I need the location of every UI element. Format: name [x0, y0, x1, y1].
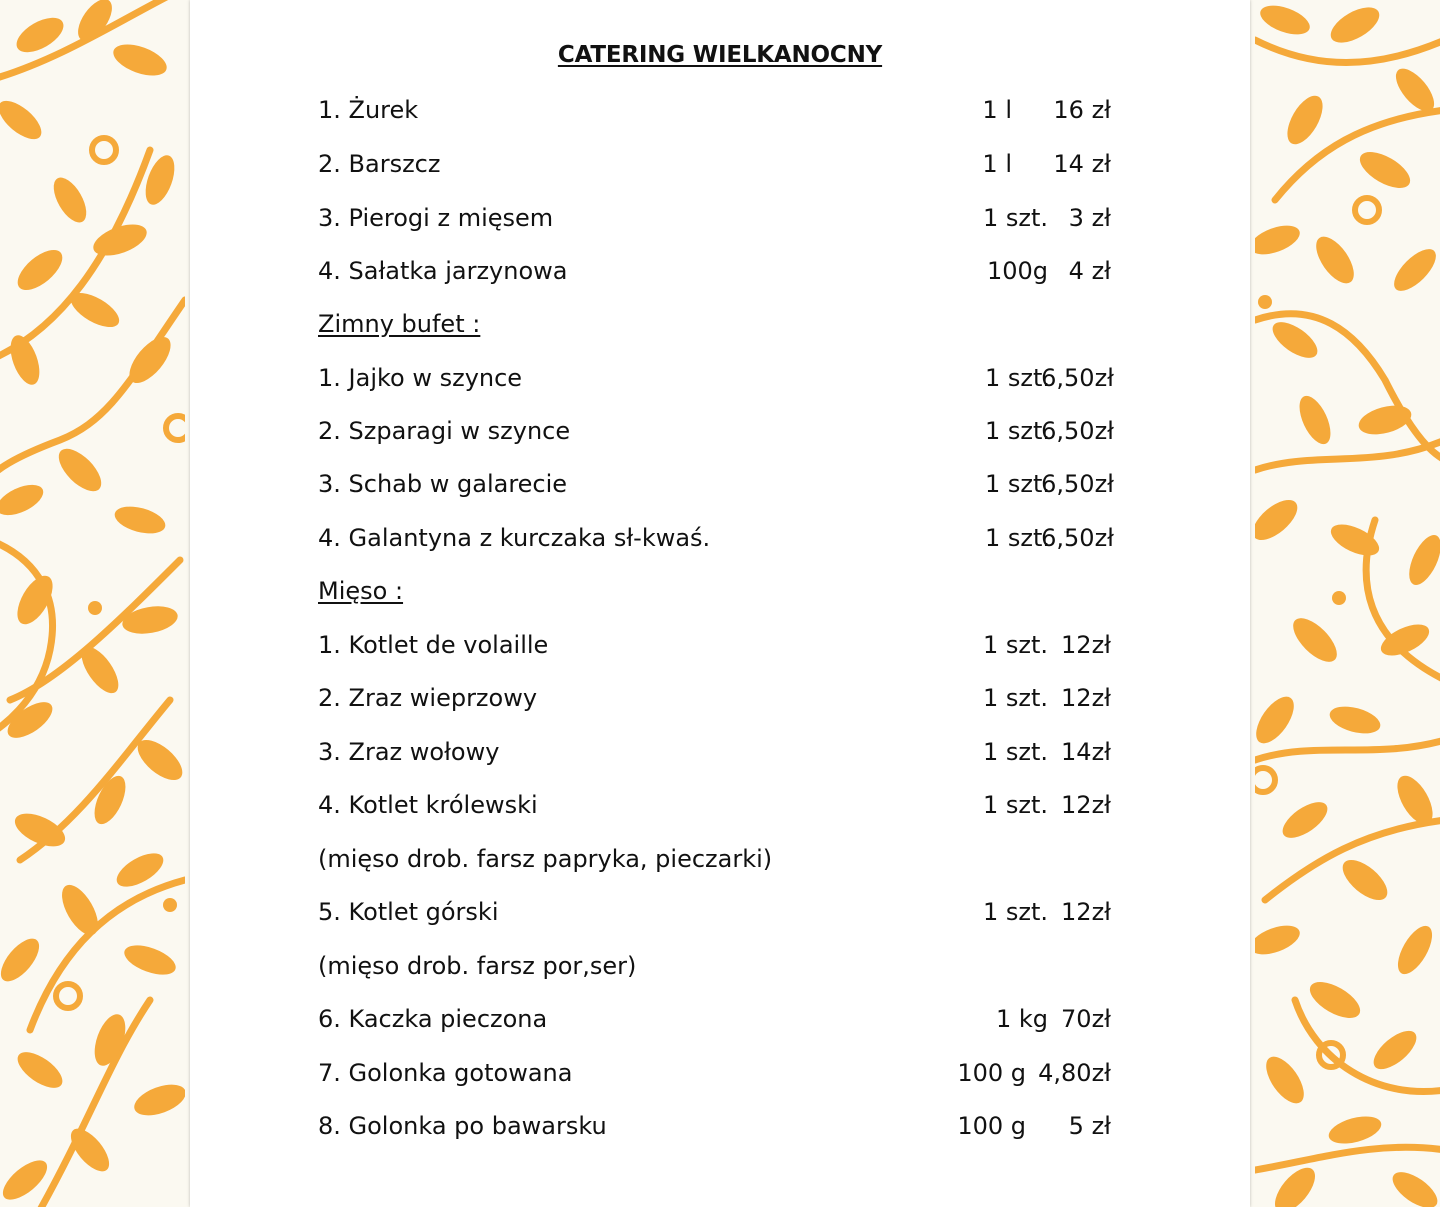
item-price: 14zł — [1061, 738, 1111, 766]
item-price: 6,50zł — [1041, 524, 1114, 552]
item-name: 7. Golonka gotowana — [318, 1059, 573, 1087]
item-price: 6,50zł — [1041, 364, 1114, 392]
menu-item — [190, 631, 1250, 663]
item-quantity: 1 szt. — [984, 417, 1050, 445]
item-name: 2. Zraz wieprzowy — [318, 684, 538, 712]
item-price: 12zł — [1061, 684, 1111, 712]
item-name: 4. Galantyna z kurczaka sł-kwaś. — [318, 524, 711, 552]
item-name: 3. Schab w galarecie — [318, 470, 568, 498]
menu-item — [190, 204, 1250, 236]
menu-item — [190, 470, 1250, 502]
item-quantity: 1 szt. — [984, 470, 1050, 498]
item-quantity: 1 szt. — [982, 791, 1048, 819]
item-quantity: 1 szt. — [982, 898, 1048, 926]
item-note — [190, 845, 1250, 877]
item-name: 2. Szparagi w szynce — [318, 417, 571, 445]
item-price: 14 zł — [1053, 150, 1111, 178]
item-quantity: 1 szt. — [982, 684, 1048, 712]
item-name: 3. Pierogi z mięsem — [318, 204, 554, 232]
item-quantity: 1 szt. — [984, 364, 1050, 392]
item-price: 4,80zł — [1038, 1059, 1111, 1087]
item-name: 6. Kaczka pieczona — [318, 1005, 548, 1033]
menu-item — [190, 684, 1250, 716]
item-price: 16 zł — [1053, 96, 1111, 124]
document-page — [190, 0, 1250, 1207]
item-name: 8. Golonka po bawarsku — [318, 1112, 607, 1140]
item-quantity: 1 szt. — [982, 738, 1048, 766]
menu-item — [190, 150, 1250, 182]
item-name: 3. Zraz wołowy — [318, 738, 500, 766]
item-name: 2. Barszcz — [318, 150, 441, 178]
item-price: 6,50zł — [1041, 470, 1114, 498]
item-quantity: 1 szt. — [982, 204, 1048, 232]
item-quantity: 1 szt. — [982, 631, 1048, 659]
item-price: 4 zł — [1068, 257, 1111, 285]
item-name: 1. Kotlet de volaille — [318, 631, 549, 659]
item-quantity: 1 l — [982, 96, 1012, 124]
section-heading — [190, 577, 1250, 609]
menu-item — [190, 898, 1250, 930]
right-floral-border — [1255, 0, 1440, 1207]
document-title: CATERING WIELKANOCNY — [557, 42, 883, 68]
item-name: 5. Kotlet górski — [318, 898, 499, 926]
item-quantity: 100 g — [957, 1059, 1026, 1087]
item-price: 12zł — [1061, 631, 1111, 659]
item-quantity: 100g — [986, 257, 1048, 285]
item-name: (mięso drob. farsz papryka, pieczarki) — [318, 845, 773, 873]
menu-item — [190, 364, 1250, 396]
menu-item — [190, 1059, 1250, 1091]
item-quantity: 100 g — [957, 1112, 1026, 1140]
item-price: 3 zł — [1068, 204, 1111, 232]
item-price: 12zł — [1061, 898, 1111, 926]
item-name: 1. Jajko w szynce — [318, 364, 523, 392]
item-quantity: 1 szt. — [984, 524, 1050, 552]
menu-item — [190, 1005, 1250, 1037]
menu-item — [190, 257, 1250, 289]
menu-item — [190, 524, 1250, 556]
menu-item — [190, 417, 1250, 449]
menu-item — [190, 96, 1250, 128]
item-name: 4. Sałatka jarzynowa — [318, 257, 568, 285]
menu-item — [190, 738, 1250, 770]
section-label: Zimny bufet : — [318, 310, 481, 338]
item-name: (mięso drob. farsz por,ser) — [318, 952, 637, 980]
item-note — [190, 952, 1250, 984]
item-price: 12zł — [1061, 791, 1111, 819]
section-label: Mięso : — [318, 577, 404, 605]
item-quantity: 1 kg — [995, 1005, 1048, 1033]
item-quantity: 1 l — [982, 150, 1012, 178]
item-price: 70zł — [1061, 1005, 1111, 1033]
item-price: 6,50zł — [1041, 417, 1114, 445]
menu-item — [190, 791, 1250, 823]
leaf-pattern-right — [1255, 0, 1440, 1207]
menu-item — [190, 1112, 1250, 1144]
leaf-pattern-left — [0, 0, 185, 1207]
item-name: 1. Żurek — [318, 96, 419, 124]
left-floral-border — [0, 0, 185, 1207]
item-price: 5 zł — [1068, 1112, 1111, 1140]
item-name: 4. Kotlet królewski — [318, 791, 538, 819]
section-heading — [190, 310, 1250, 342]
